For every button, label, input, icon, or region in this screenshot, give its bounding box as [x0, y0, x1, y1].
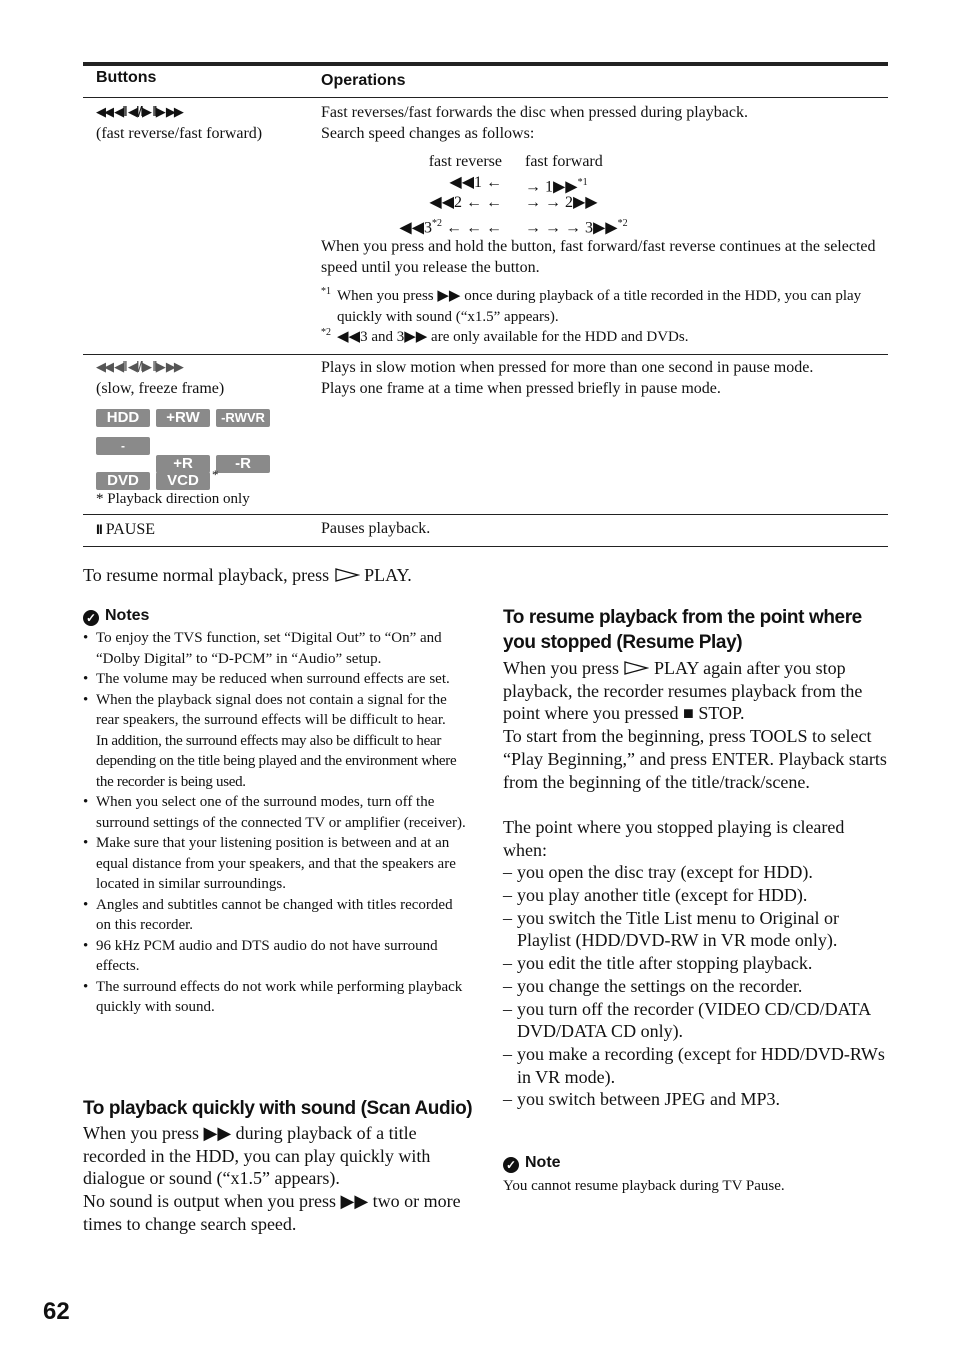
footnote-1-mark: *1: [321, 286, 331, 297]
speed-forward-1-sup: *1: [577, 177, 588, 188]
table-bottom-rule: [83, 546, 888, 547]
fast-buttons-label: (fast reverse/fast forward): [96, 124, 263, 142]
badge-plus-r: +R: [156, 455, 210, 473]
note-item: [83, 690, 468, 793]
table-header-buttons: Buttons: [96, 69, 157, 86]
condition-item: – you turn off the recorder (VIDEO CD/CD/DATA DVD/DATA CD only).: [503, 998, 888, 1043]
note-title: Note: [525, 1154, 561, 1171]
row-fast-buttons: [96, 103, 311, 144]
condition-item: – you make a recording (except for HDD/DVD-RWs in VR mode).: [503, 1043, 888, 1088]
resume-play-heading: To resume playback from the point where you stopped (Resume Play): [503, 607, 862, 653]
speed-reverse-3: [399, 214, 502, 239]
pause-label: PAUSE: [105, 521, 155, 538]
speed-reverse-3-sup: *2: [432, 218, 442, 229]
condition-item: – you play another title (except for HDD).: [503, 884, 888, 907]
speed-forward-3-sup: *2: [617, 218, 628, 229]
fast-footnotes: [321, 286, 886, 348]
slow-op-line1: Plays in slow motion when pressed for more than one second in pause mode.: [321, 359, 814, 376]
note-item: • The volume may be reduced when surround effects are set.: [83, 669, 468, 690]
direction-note: * Playback direction only: [96, 491, 250, 507]
note-item: • To enjoy the TVS function, set “Digital Out” to “On” and “Dolby Digital” to “D-PCM” in “Audio” setup.: [83, 628, 468, 669]
disc-badges: [96, 409, 296, 489]
notes-list: [83, 628, 468, 1018]
footnote-1-text: When you press ▶▶ once during playback of a title recorded in the HDD, you can play quickly with sound (“x1.5” appears).: [337, 288, 862, 325]
speed-reverse-1: ◀◀1 ←: [449, 174, 502, 191]
footnote-2: [321, 327, 886, 348]
row1-bottom-rule: [83, 354, 888, 355]
footnote-2-text: ◀◀3 and 3▶▶ are only available for the HDD and DVDs.: [337, 329, 689, 345]
resume-play-p3: The point where you stopped playing is cleared when:: [503, 816, 845, 860]
footnote-2-mark: *2: [321, 327, 331, 338]
resume-play-p1-after: PLAY again after you stop playback, the recorder resumes playback from the point where you pressed ■ STOP.: [503, 658, 863, 724]
pause-icon: II: [96, 521, 102, 537]
play-icon: [623, 661, 649, 675]
resume-play-p1: [503, 657, 888, 725]
note-text: You cannot resume playback during TV Pause.: [503, 1178, 785, 1194]
scan-audio-body: [83, 1122, 468, 1236]
page-number: 62: [43, 1298, 70, 1325]
speed-forward-3-text: → → → 3▶▶: [525, 219, 618, 237]
notes-title: Notes: [105, 607, 150, 624]
speed-diagram: [360, 152, 660, 238]
condition-item: – you switch between JPEG and MP3.: [503, 1088, 888, 1111]
speed-forward-header: fast forward: [525, 153, 603, 170]
scan-audio-heading: To playback quickly with sound (Scan Audio): [83, 1098, 473, 1119]
badge-minus-r: -R: [216, 455, 270, 473]
fast-op-hold: When you press and hold the button, fast forward/fast reverse continues at the selected speed until you release the button.: [321, 238, 876, 276]
badge-minus-rw-video: -RWVideo: [96, 437, 150, 455]
condition-item: – you switch the Title List menu to Original or Playlist (HDD/DVD-RW in VR mode only).: [503, 907, 888, 952]
resume-normal-before: To resume normal playback, press: [83, 565, 330, 585]
note-item: • The surround effects do not work while performing playback quickly with sound.: [83, 977, 468, 1018]
resume-normal-line: [83, 564, 412, 587]
footnote-1: [321, 286, 886, 327]
row2-bottom-rule: [83, 514, 888, 515]
speed-forward-2: → → 2▶▶: [525, 194, 598, 211]
slow-freeze-icons: ◀◀ ◀II ◀I/I▶ II▶ ▶▶: [96, 360, 182, 375]
note-item: • Angles and subtitles cannot be changed with titles recorded on this recorder.: [83, 895, 468, 936]
speed-reverse-3-text: ◀◀3: [399, 219, 432, 237]
speed-reverse-2: ◀◀2 ← ←: [429, 194, 502, 211]
notes-heading: [83, 607, 149, 626]
badge-hdd: HDD: [96, 409, 150, 427]
note-heading: [503, 1154, 561, 1173]
scan-audio-p1: When you press ▶▶ during playback of a title recorded in the HDD, you can play quickly with dialogue or sound (“x1.5” appears).: [83, 1123, 431, 1189]
speed-reverse-3-arrows: ← ← ←: [446, 219, 502, 237]
table-top-rule: [83, 62, 888, 66]
speed-forward-1-text: → 1▶▶: [525, 178, 578, 196]
fast-op-line1: Fast reverses/fast forwards the disc when pressed during playback.: [321, 104, 748, 121]
row-fast-operations: [321, 103, 886, 144]
pause-operation: Pauses playback.: [321, 520, 431, 537]
resume-normal-after: PLAY.: [364, 565, 412, 585]
fast-op-line2: Search speed changes as follows:: [321, 124, 535, 142]
resume-conditions-list: [503, 861, 888, 1111]
note-item-extra: In addition, the surround effects may also be difficult to hear depending on the title being played and the environment where the recorder is being used.: [96, 732, 457, 790]
resume-play-p1-before: When you press: [503, 658, 619, 678]
badge-dvd: DVD: [96, 472, 150, 490]
condition-item: – you edit the title after stopping playback.: [503, 952, 888, 975]
badge-vcd: VCD: [156, 472, 210, 490]
fast-forward-reverse-icons: ◀◀ ◀II ◀I/I▶ II▶ ▶▶: [96, 105, 182, 120]
note-item: • Make sure that your listening position is between and at an equal distance from your speakers, and that the speakers are located in similar surroundings.: [83, 833, 468, 895]
resume-play-p2: To start from the beginning, press TOOLS to select “Play Beginning,” and press ENTER. Playback starts from the beginning of the title/track/scene.: [503, 726, 887, 792]
badge-asterisk: *: [212, 467, 219, 482]
badge-minus-rw-vr: -RWVR: [216, 409, 270, 427]
note-item-text: When the playback signal does not contain a signal for the rear speakers, the surround effects will be difficult to hear.: [96, 691, 447, 728]
scan-audio-p2: No sound is output when you press ▶▶ two or more times to change search speed.: [83, 1191, 461, 1234]
slow-buttons-label: (slow, freeze frame): [96, 379, 225, 397]
resume-play-body: [503, 657, 888, 1111]
note-item: • When you select one of the surround modes, turn off the surround settings of the connected TV or amplifier (receiver).: [83, 792, 468, 833]
slow-op-line2: Plays one frame at a time when pressed briefly in pause mode.: [321, 379, 721, 397]
table-header-operations: Operations: [321, 72, 406, 89]
row-slow-operations: [321, 358, 886, 399]
row-pause-button: [96, 519, 155, 541]
badge-plus-rw: +RW: [156, 409, 210, 427]
play-icon: [334, 568, 360, 582]
table-header-rule: [83, 97, 888, 98]
note-item: • 96 kHz PCM audio and DTS audio do not have surround effects.: [83, 936, 468, 977]
hint-icon: ✓: [503, 1157, 519, 1173]
speed-forward-3: [525, 214, 628, 239]
hint-icon: ✓: [83, 610, 99, 626]
speed-reverse-header: fast reverse: [428, 153, 502, 170]
condition-item: – you change the settings on the recorder.: [503, 975, 888, 998]
row-slow-buttons: [96, 358, 311, 399]
condition-item: – you open the disc tray (except for HDD).: [503, 861, 888, 884]
